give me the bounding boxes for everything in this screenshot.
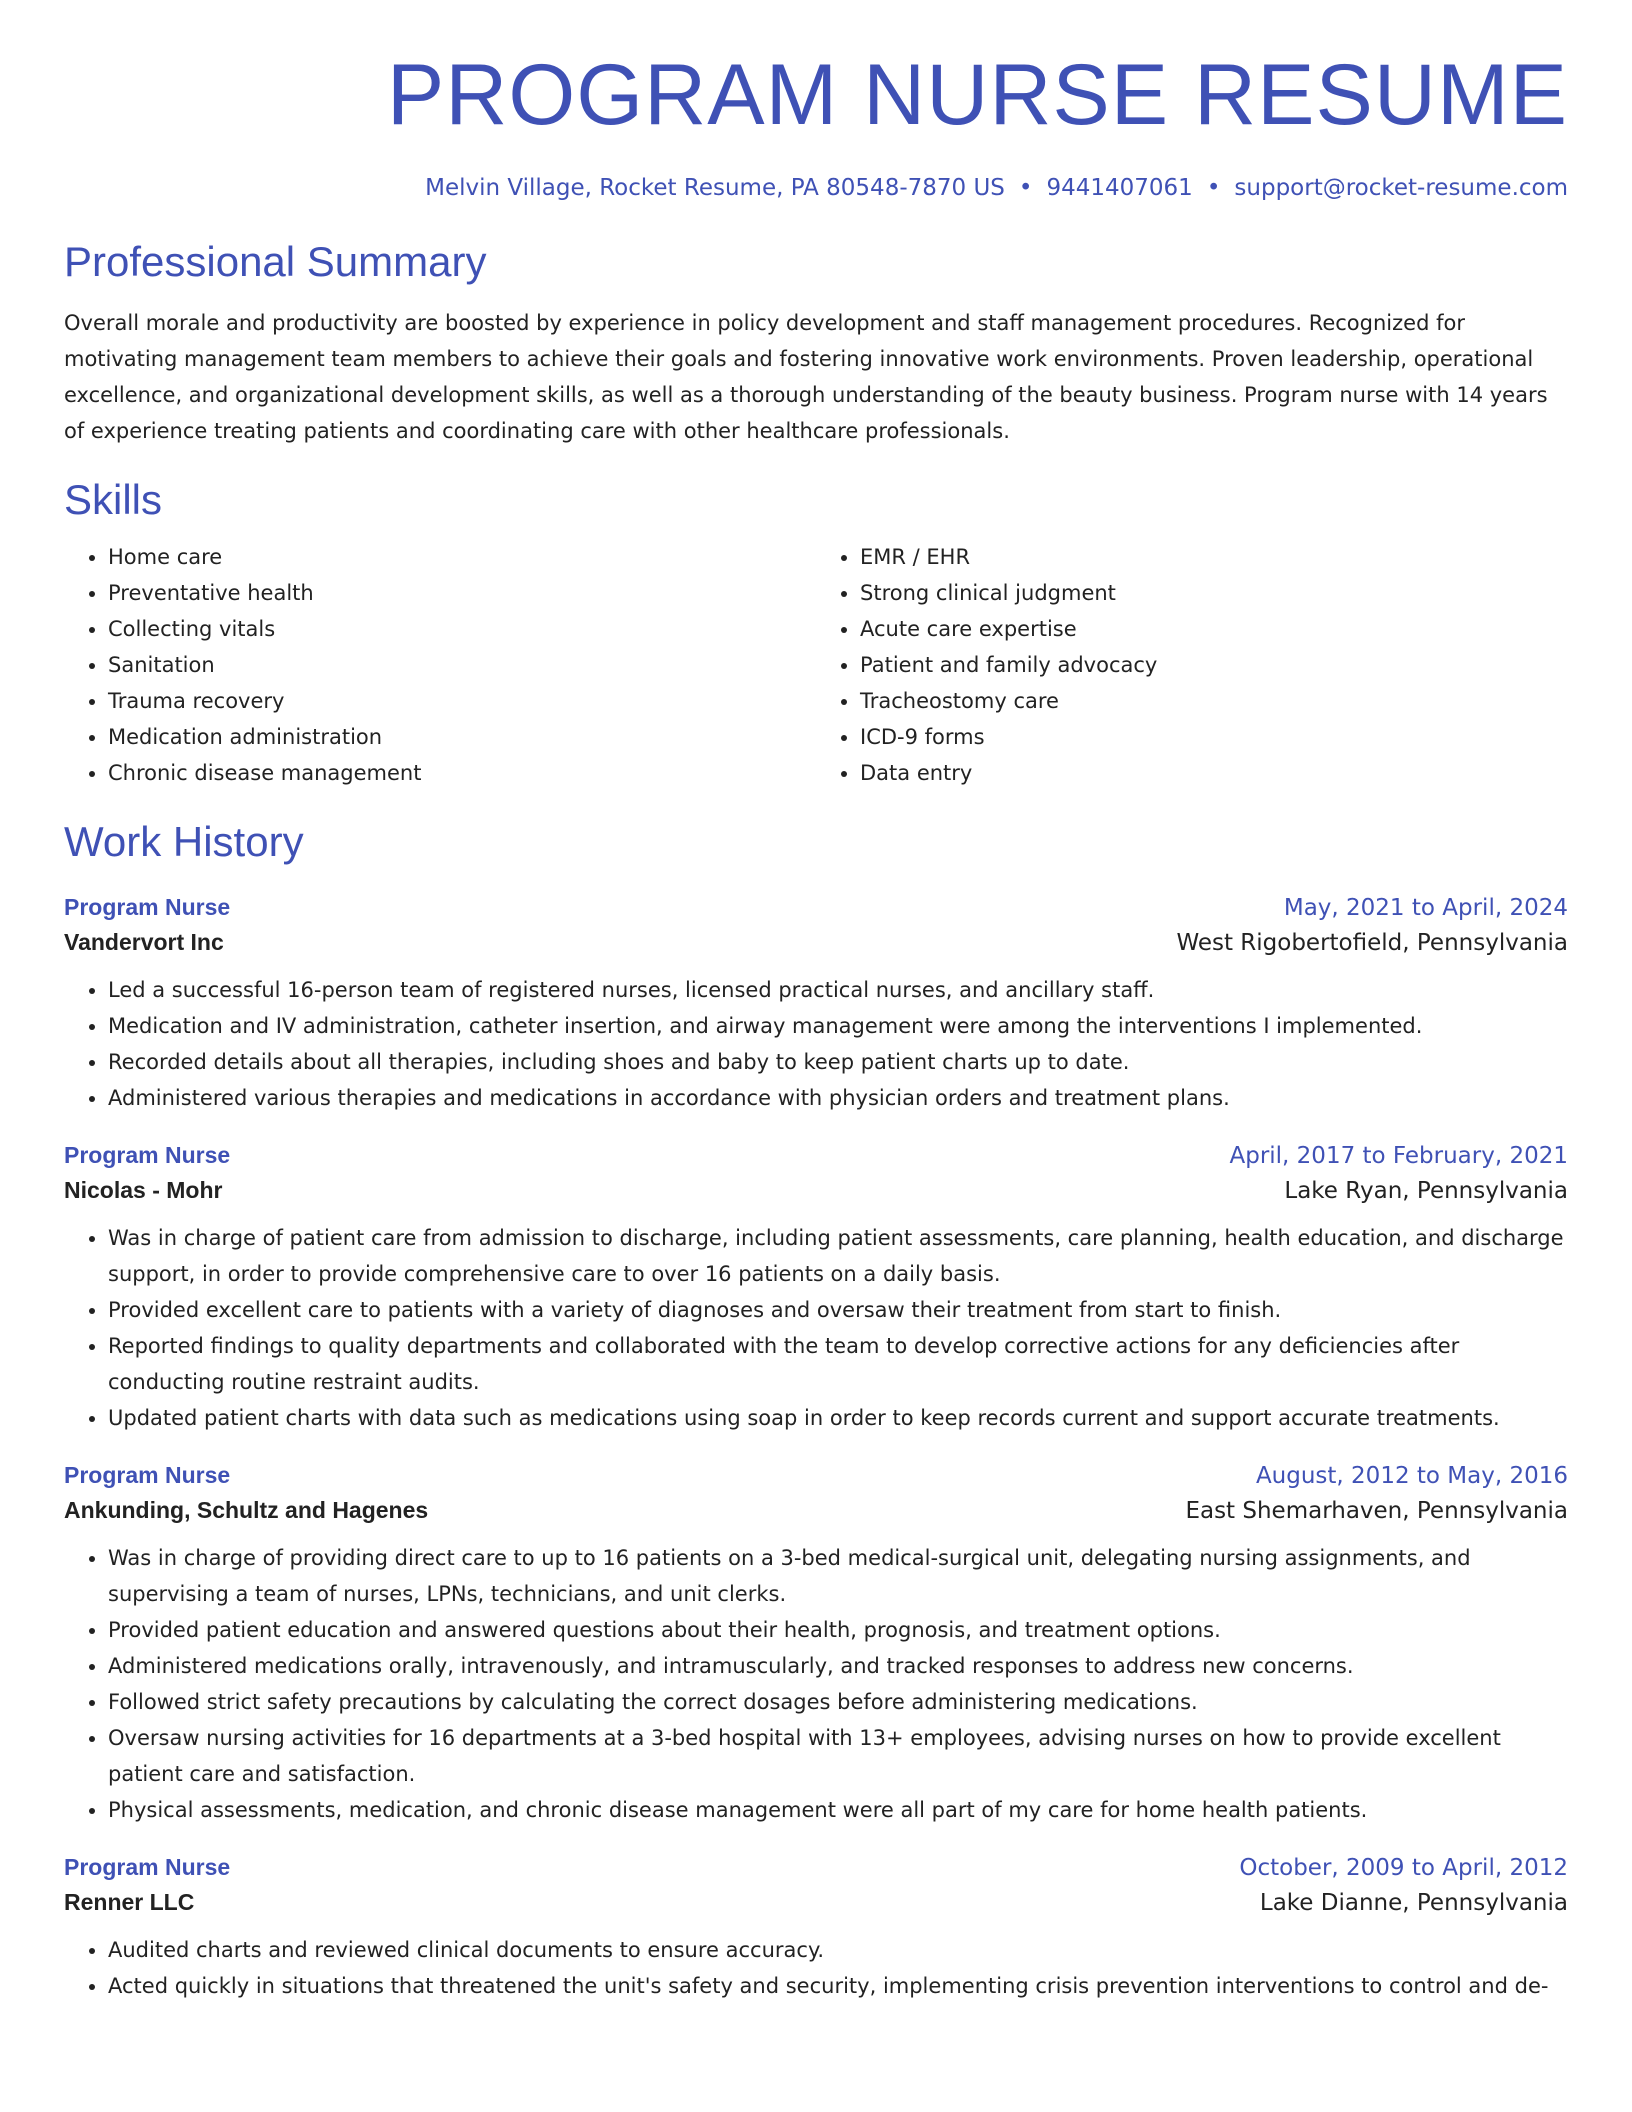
job-bullet: • Oversaw nursing activities for 16 departments at a 3-bed hospital with 13+ employees, advising nurses on how to provide excellent patient care and satisfaction. (108, 1720, 1568, 1792)
job-bullet: • Acted quickly in situations that threatened the unit's safety and security, implementing crisis prevention interventions to control and de- (108, 1968, 1568, 2004)
skill-item: • Medication administration (108, 719, 816, 755)
job-company: Vandervort Inc (64, 928, 224, 955)
job-bullet: • Administered various therapies and medications in accordance with physician orders and treatment plans. (108, 1080, 1568, 1116)
job-bullets (64, 972, 1568, 1116)
contact-email[interactable]: support@rocket-resume.com (1234, 174, 1568, 201)
job-bullet: • Led a successful 16-person team of registered nurses, licensed practical nurses, and ancillary staff. (108, 972, 1568, 1008)
job-entry (64, 1462, 1568, 1828)
job-bullets (64, 1540, 1568, 1828)
job-subheader (64, 1497, 1568, 1524)
job-dates: October, 2009 to April, 2012 (1239, 1854, 1568, 1881)
job-subheader (64, 1889, 1568, 1916)
job-location: Lake Ryan, Pennsylvania (1284, 1177, 1568, 1204)
skill-item: • ICD-9 forms (860, 719, 1568, 755)
job-company: Renner LLC (64, 1888, 195, 1915)
job-header (64, 894, 1568, 921)
job-subheader (64, 929, 1568, 956)
resume-title: PROGRAM NURSE RESUME (386, 47, 1568, 143)
job-bullet: • Was in charge of patient care from admission to discharge, including patient assessments, care planning, health education, and discharge support, in order to provide comprehensive care to over 16 patients on a daily basis. (108, 1220, 1568, 1292)
job-header (64, 1854, 1568, 1881)
job-location: Lake Dianne, Pennsylvania (1259, 1889, 1568, 1916)
work-history-heading: Work History (64, 818, 304, 866)
skills-heading: Skills (64, 475, 163, 523)
job-header (64, 1142, 1568, 1169)
job-bullet: • Updated patient charts with data such as medications using soap in order to keep records current and support accurate treatments. (108, 1400, 1568, 1436)
skill-item: • Trauma recovery (108, 683, 816, 719)
skill-item: • EMR / EHR (860, 539, 1568, 575)
job-bullet: • Recorded details about all therapies, including shoes and baby to keep patient charts up to date. (108, 1044, 1568, 1080)
job-bullet: • Reported findings to quality departments and collaborated with the team to develop corrective actions for any deficiencies after conducting routine restraint audits. (108, 1328, 1568, 1400)
skill-item: • Strong clinical judgment (860, 575, 1568, 611)
job-location: East Shemarhaven, Pennsylvania (1185, 1497, 1568, 1524)
job-dates: April, 2017 to February, 2021 (1229, 1142, 1568, 1169)
job-subheader (64, 1177, 1568, 1204)
job-header (64, 1462, 1568, 1489)
job-bullet: • Provided excellent care to patients with a variety of diagnoses and oversaw their treatment from start to finish. (108, 1292, 1568, 1328)
job-entry (64, 1142, 1568, 1436)
job-location: West Rigobertofield, Pennsylvania (1176, 929, 1568, 956)
job-dates: May, 2021 to April, 2024 (1283, 894, 1568, 921)
contact-address: Melvin Village, Rocket Resume, PA 80548-7870 US (425, 174, 1005, 201)
job-dates: August, 2012 to May, 2016 (1255, 1462, 1568, 1489)
job-bullet: • Followed strict safety precautions by calculating the correct dosages before administering medications. (108, 1684, 1568, 1720)
contact-phone: 9441407061 (1046, 174, 1193, 201)
summary-text: Overall morale and productivity are boosted by experience in policy development and staff management procedures. Recognized for motivating management team members to achieve their goals and fostering innovative work environments. Proven leadership, operational excellence, and organizational development skills, as well as a thorough understanding of the beauty business. Program nurse with 14 years of experience treating patients and coordinating care with other healthcare professionals. (64, 310, 1548, 443)
skill-item: • Chronic disease management (108, 755, 816, 791)
skill-item: • Data entry (860, 755, 1568, 791)
skills-column-left (64, 539, 816, 791)
job-company: Ankunding, Schultz and Hagenes (64, 1496, 429, 1523)
job-bullet: • Administered medications orally, intravenously, and intramuscularly, and tracked responses to address new concerns. (108, 1648, 1568, 1684)
contact-separator: • (1018, 174, 1033, 201)
job-role: Program Nurse (64, 1853, 231, 1880)
job-bullet: • Provided patient education and answered questions about their health, prognosis, and treatment options. (108, 1612, 1568, 1648)
skill-item: • Home care (108, 539, 816, 575)
job-bullet: • Physical assessments, medication, and chronic disease management were all part of my care for home health patients. (108, 1792, 1568, 1828)
job-bullets (64, 1220, 1568, 1436)
skills-column-right (816, 539, 1568, 791)
skill-item: • Collecting vitals (108, 611, 816, 647)
job-bullet: • Was in charge of providing direct care to up to 16 patients on a 3-bed medical-surgical unit, delegating nursing assignments, and supervising a team of nurses, LPNs, technicians, and unit clerks. (108, 1540, 1568, 1612)
job-bullets (64, 1932, 1568, 2004)
job-bullet: • Medication and IV administration, catheter insertion, and airway management were among the interventions I implemented. (108, 1008, 1568, 1044)
job-entry (64, 894, 1568, 1116)
job-role: Program Nurse (64, 893, 231, 920)
job-role: Program Nurse (64, 1461, 231, 1488)
contact-separator: • (1206, 174, 1221, 201)
job-entry (64, 1854, 1568, 2004)
job-bullet: • Audited charts and reviewed clinical documents to ensure accuracy. (108, 1932, 1568, 1968)
skill-item: • Tracheostomy care (860, 683, 1568, 719)
job-role: Program Nurse (64, 1141, 231, 1168)
skill-item: • Preventative health (108, 575, 816, 611)
skill-item: • Acute care expertise (860, 611, 1568, 647)
job-company: Nicolas - Mohr (64, 1176, 223, 1203)
skill-item: • Patient and family advocacy (860, 647, 1568, 683)
summary-heading: Professional Summary (64, 237, 487, 285)
skills-list (64, 539, 1568, 791)
resume-header (64, 48, 1568, 201)
contact-line (64, 175, 1568, 201)
skill-item: • Sanitation (108, 647, 816, 683)
